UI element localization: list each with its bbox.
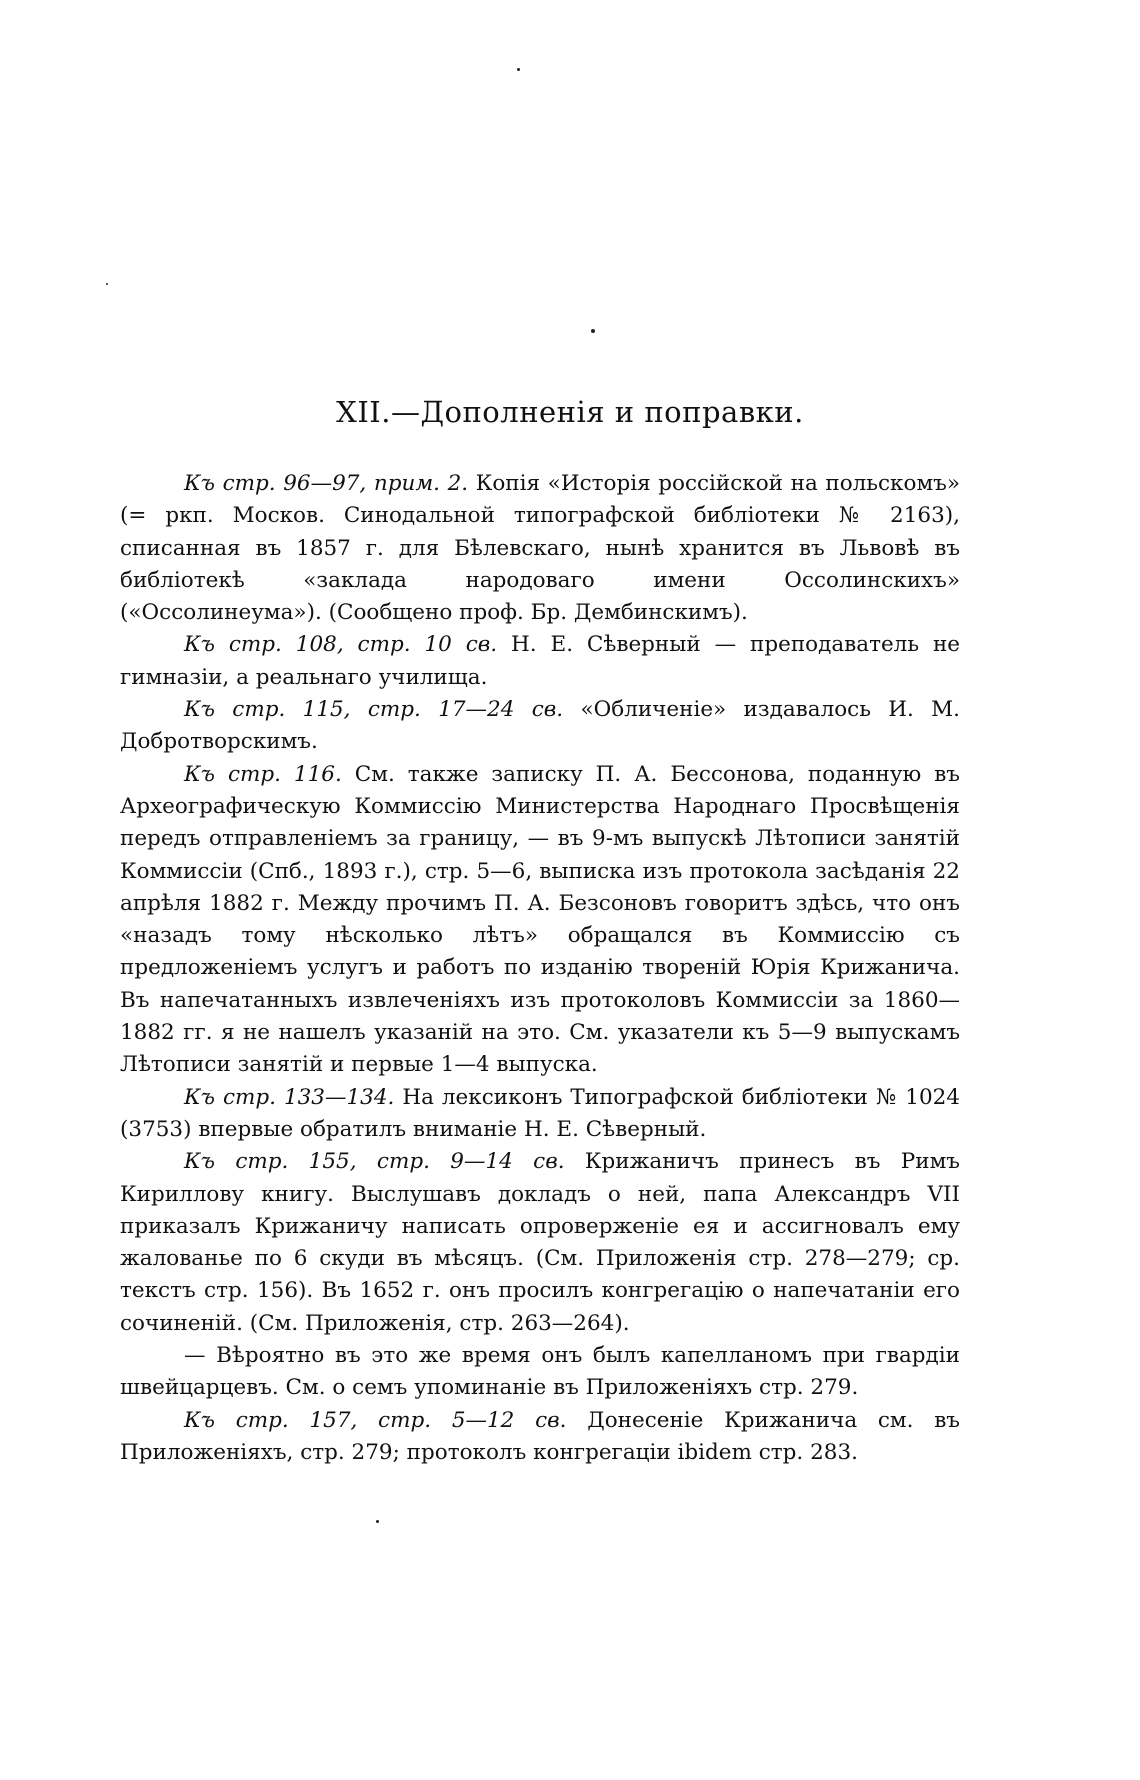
page-reference: Къ стр. 155, стр. 9—14 св. xyxy=(184,1149,565,1175)
correction-entry xyxy=(120,1082,960,1147)
print-speck xyxy=(376,1520,379,1523)
correction-entry xyxy=(120,1340,960,1405)
correction-entry xyxy=(120,694,960,759)
entry-text: Н. Е. Сѣверный — преподаватель не гимназіи, а реальнаго училища. xyxy=(120,632,960,690)
page-reference: Къ стр. 157, стр. 5—12 св. xyxy=(184,1407,567,1433)
correction-entry xyxy=(120,759,960,1082)
page-reference: Къ стр. 133—134. xyxy=(184,1084,395,1110)
page-reference: Къ стр. 108, стр. 10 св. xyxy=(184,632,498,658)
page-reference: Къ стр. 116. xyxy=(184,761,342,787)
entry-text: Крижаничъ принесъ въ Римъ Кириллову книгу. Выслушавъ докладъ о ней, папа Александръ VII приказалъ Крижаничу написать опроверженіе ея и ассигновалъ ему жалованье по 6 скуди въ мѣсяцъ. (См. Приложенія стр. 278—279; ср. текстъ стр. 156). Въ 1652 г. онъ просилъ конгрегацію о напечатаніи его сочиненій. (См. Приложенія, стр. 263—264). xyxy=(120,1149,960,1336)
entry-text: На лексиконъ Типографской библіотеки № 1024 (3753) впервые обратилъ вниманіе Н. Е. Сѣверный. xyxy=(120,1084,960,1142)
correction-entry xyxy=(120,468,960,629)
entry-text: «Обличеніе» издавалось И. М. Добротворскимъ. xyxy=(120,697,960,755)
print-speck xyxy=(591,329,595,333)
print-speck xyxy=(517,68,520,71)
page-reference: Къ стр. 115, стр. 17—24 св. xyxy=(184,697,564,723)
print-speck xyxy=(106,283,108,285)
page-reference: Къ стр. 96—97, прим. 2. xyxy=(184,471,469,496)
section-title: XII.—Дополненія и поправки. xyxy=(336,395,804,429)
entry-text: Копія «Исторія россійской на польскомъ» (= ркп. Москов. Синодальной типографской библіотеки № 2163), списанная въ 1857 г. для Бѣлевскаго, нынѣ хранится въ Львовѣ въ библіотекѣ «заклада народоваго имени Оссолинскихъ» («Оссолинеума»). (Сообщено проф. Бр. Дембинскимъ). xyxy=(120,471,960,626)
corrections-body xyxy=(120,468,960,1469)
correction-entry xyxy=(120,1146,960,1340)
entry-text: См. также записку П. А. Бессонова, поданную въ Археографическую Коммиссію Министерства Народнаго Просвѣщенія передъ отправленіемъ за границу, — въ 9-мъ выпускѣ Лѣтописи занятій Коммиссіи (Спб., 1893 г.), стр. 5—6, выписка изъ протокола засѣданія 22 апрѣля 1882 г. Между прочимъ П. А. Безсоновъ говоритъ здѣсь, что онъ «назадъ тому нѣсколько лѣтъ» обращался въ Коммиссію съ предложеніемъ услугъ и работъ по изданію твореній Юрія Крижанича. Въ напечатанныхъ извлеченіяхъ изъ протоколовъ Коммиссіи за 1860—1882 гг. я не нашелъ указаній на это. См. указатели къ 5—9 выпускамъ Лѣтописи занятій и первые 1—4 выпуска. xyxy=(120,761,960,1078)
entry-text: — Вѣроятно въ это же время онъ былъ капелланомъ при гвардіи швейцарцевъ. См. о семъ упоминаніе въ Приложеніяхъ стр. 279. xyxy=(120,1343,960,1401)
correction-entry xyxy=(120,1405,960,1470)
entry-text: Донесеніе Крижанича см. въ Приложеніяхъ, стр. 279; протоколъ конгрегаціи ibidem стр. 283. xyxy=(120,1407,960,1465)
correction-entry xyxy=(120,629,960,694)
